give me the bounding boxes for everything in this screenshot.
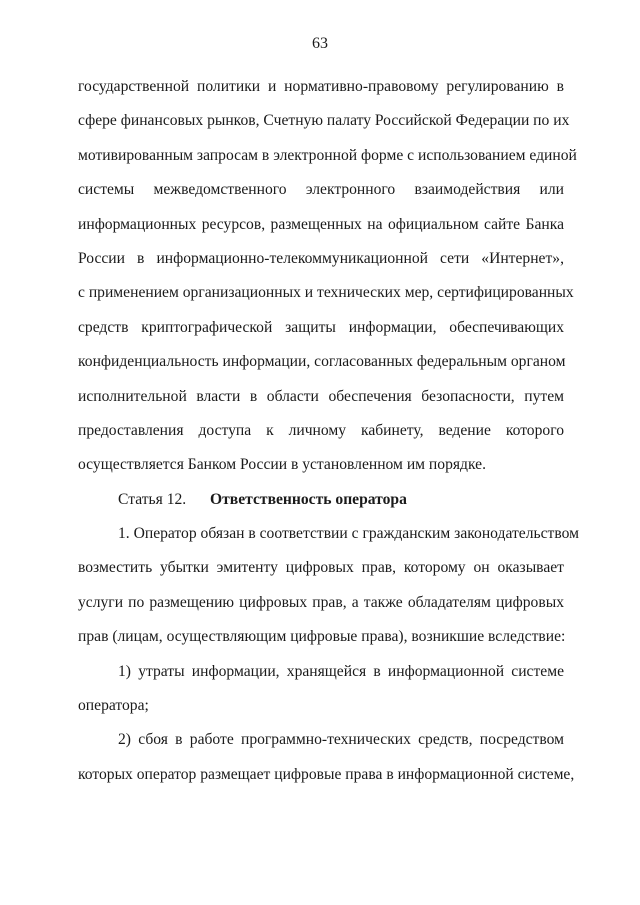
text-line: информационных ресурсов, размещенных на официальном сайте Банка bbox=[78, 215, 564, 233]
text-line: осуществляется Банком России в установленном им порядке. bbox=[78, 456, 486, 474]
clause-1 bbox=[78, 517, 579, 655]
text-line: возместить убытки эмитенту цифровых прав, которому он оказывает bbox=[78, 559, 564, 577]
body-text bbox=[78, 70, 579, 792]
article-title: Ответственность оператора bbox=[210, 490, 407, 508]
text-line: средств криптографической защиты информации, обеспечивающих bbox=[78, 318, 564, 336]
text-line: которых оператор размещает цифровые права в информационной системе, bbox=[78, 765, 575, 783]
list-item-1 bbox=[78, 655, 564, 724]
text-line: прав (лицам, осуществляющим цифровые права), возникшие вследствие: bbox=[78, 628, 566, 646]
list-item-2 bbox=[78, 723, 575, 792]
article-heading bbox=[78, 483, 564, 517]
text-line: государственной политики и нормативно-правовому регулированию в bbox=[78, 78, 564, 95]
text-line: предоставления доступа к личному кабинету, ведение которого bbox=[78, 421, 564, 439]
text-line: оператора; bbox=[78, 697, 149, 715]
text-line: исполнительной власти в области обеспечения безопасности, путем bbox=[78, 387, 564, 405]
article-number: Статья 12. bbox=[118, 490, 187, 508]
text-line: сфере финансовых рынков, Счетную палату Российской Федерации по их bbox=[78, 112, 570, 130]
text-line: России в информационно-телекоммуникационной сети «Интернет», bbox=[78, 249, 564, 267]
text-line: 2) сбоя в работе программно-технических средств, посредством bbox=[118, 731, 564, 749]
text-line: мотивированным запросам в электронной форме с использованием единой bbox=[78, 146, 577, 164]
text-line: системы межведомственного электронного взаимодействия или bbox=[78, 181, 564, 199]
text-line: с применением организационных и технических мер, сертифицированных bbox=[78, 284, 574, 302]
text-line: конфиденциальность информации, согласованных федеральным органом bbox=[78, 353, 566, 371]
text-line: 1) утраты информации, хранящейся в информационной системе bbox=[118, 662, 564, 680]
text-line: 1. Оператор обязан в соответствии с гражданским законодательством bbox=[118, 525, 579, 543]
page-number: 63 bbox=[312, 35, 328, 52]
paragraph-continuation bbox=[78, 70, 577, 483]
text-line: услуги по размещению цифровых прав, а также обладателям цифровых bbox=[78, 593, 564, 611]
